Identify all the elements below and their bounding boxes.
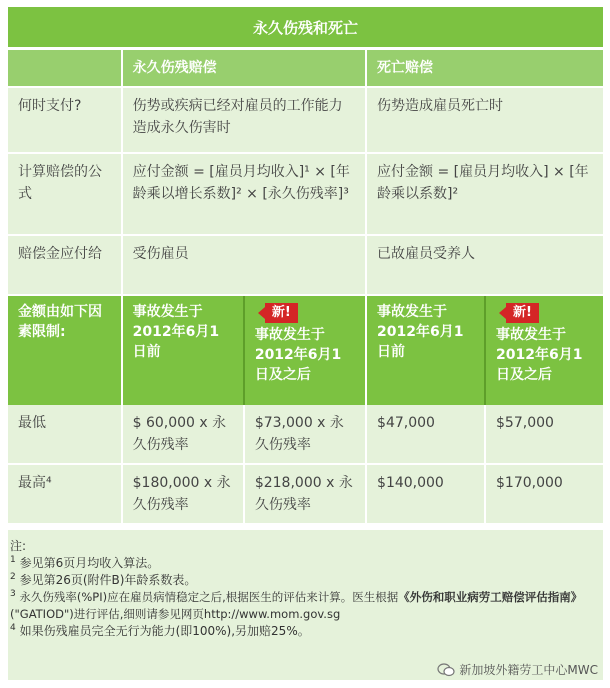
max-permanent-after: $218,000 x 永久伤残率 [244, 464, 366, 523]
limits-row [8, 295, 603, 405]
row-label-formula: 计算赔偿的公式 [8, 153, 122, 235]
when-pay-death: 伤势造成雇员死亡时 [366, 87, 603, 153]
formula-permanent: 应付金额 = [雇员月均收入]¹ × [年龄乘以增长系数]² × [永久伤残率]³ [122, 153, 366, 235]
table-row [8, 235, 603, 295]
row-label-limits: 金额由如下因素限制: [8, 295, 122, 405]
limits-permanent-before: 事故发生于2012年6月1日前 [122, 295, 244, 405]
footnote-2: $^2$ 参见第26页(附件B)年龄系数表。 [10, 572, 197, 587]
row-label-min: 最低 [8, 405, 122, 464]
new-badge: 新! [506, 303, 539, 323]
formula-death: 应付金额 = [雇员月均收入] × [年龄乘以系数]² [366, 153, 603, 235]
header-row [8, 50, 603, 87]
table-title: 永久伤残和死亡 [8, 7, 603, 47]
new-badge: 新! [265, 303, 298, 323]
table-row [8, 464, 603, 523]
max-death-after: $170,000 [485, 464, 603, 523]
row-label-payable-to: 赔偿金应付给 [8, 235, 122, 295]
header-empty-cell [8, 50, 122, 87]
footnotes [8, 530, 603, 680]
footnote-4: $^4$ 如果伤残雇员完全无行为能力(即100%),另加赔25%。 [10, 623, 310, 638]
table-row [8, 153, 603, 235]
limits-permanent-after: 事故发生于2012年6月1日及之后 [254, 327, 342, 383]
limits-death-after: 事故发生于2012年6月1日及之后 [496, 327, 583, 383]
table-row [8, 405, 603, 464]
row-label-when-pay: 何时支付? [8, 87, 122, 153]
payable-to-death: 已故雇员受养人 [366, 235, 603, 295]
limits-death-after-cell [485, 295, 603, 405]
watermark: 新加坡外籍劳工中心MWC [437, 661, 598, 678]
notes-heading: 注: [10, 539, 27, 553]
max-death-before: $140,000 [366, 464, 485, 523]
limits-permanent-after-cell [244, 295, 366, 405]
payable-to-permanent: 受伤雇员 [122, 235, 366, 295]
when-pay-permanent: 伤势或疾病已经对雇员的工作能力造成永久伤害时 [122, 87, 366, 153]
min-permanent-after: $73,000 x 永久伤残率 [244, 405, 366, 464]
footnote-1: $^1$ 参见第6页月均收入算法。 [10, 555, 160, 570]
min-death-before: $47,000 [366, 405, 485, 464]
table-row [8, 87, 603, 153]
min-permanent-before: $ 60,000 x 永久伤残率 [122, 405, 244, 464]
row-label-max: 最高⁴ [8, 464, 122, 523]
max-permanent-before: $180,000 x 永久伤残率 [122, 464, 244, 523]
min-death-after: $57,000 [485, 405, 603, 464]
limits-death-before: 事故发生于2012年6月1日前 [366, 295, 485, 405]
footnote-3: $^3$ 永久伤残率(%PI)应在雇员病情稳定之后,根据医生的评估来计算。医生根据《外伤和职业病劳工赔偿评估指南》("GATIOD")进行评估,细则请参见网页http://www.mom.gov.sg [10, 589, 583, 621]
header-permanent: 永久伤残赔偿 [122, 50, 366, 87]
wechat-icon [437, 663, 455, 677]
header-death: 死亡赔偿 [366, 50, 603, 87]
compensation-table [8, 50, 603, 523]
